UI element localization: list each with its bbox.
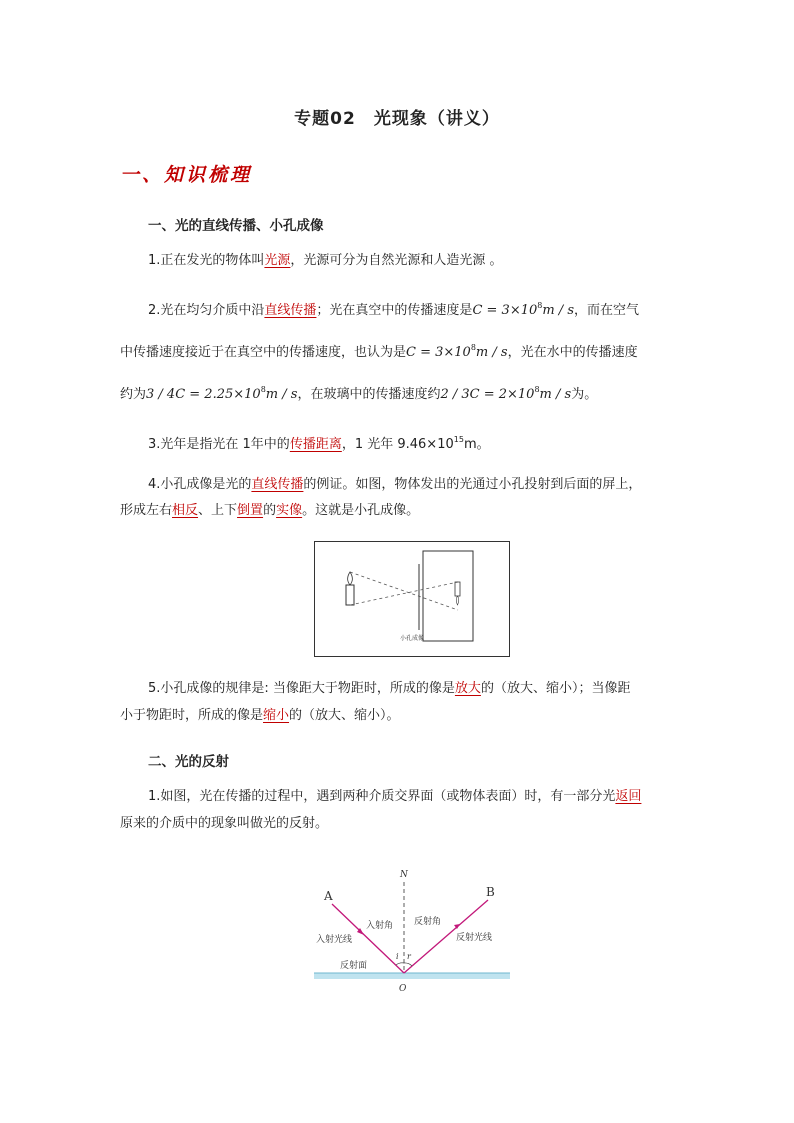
ray-bottom [350, 582, 458, 605]
paragraph-4-line-1 [120, 478, 708, 491]
reflection-figure [308, 860, 512, 996]
label-O: O [399, 984, 407, 994]
paragraph-6-line-1 [120, 790, 708, 803]
p6-text: 1.如图，光在传播的过程中，遇到两种介质交界面（或物体表面）时，有一部分光 [148, 789, 616, 804]
p2-line3-text: 约为 [120, 387, 147, 402]
heading-reflection: 二、光的反射 [148, 754, 229, 770]
water-speed-exponent: 8 [260, 385, 266, 394]
page-title: 专题02 光现象（讲义） [294, 109, 500, 129]
answer-straight-propagation-2: 直线传播 [251, 477, 304, 492]
candle-flame [348, 572, 353, 585]
paragraph-2-line-3 [120, 385, 680, 402]
p5-text-2: 的（放大、缩小）；当像距 [480, 681, 631, 696]
answer-inverted: 倒置 [237, 503, 264, 518]
label-i: i [396, 952, 399, 961]
p2-text: 2.光在均匀介质中沿 [148, 303, 265, 318]
answer-straight-propagation: 直线传播 [264, 303, 317, 318]
paragraph-2-line-1 [120, 301, 708, 318]
p5-text: 5.小孔成像的规律是: 当像距大于物距时，所成的像是 [148, 681, 455, 696]
paragraph-6-line-2 [120, 817, 680, 830]
section-banner: 一、知识梳理 [120, 164, 253, 186]
paragraph-4-line-2 [120, 504, 680, 517]
p2-line3-text-2: ，在玻璃中的传播速度约 [297, 387, 441, 402]
speed-exponent: 8 [537, 301, 543, 310]
label-incident-angle: 入射角 [366, 921, 394, 931]
speed-exponent-2: 8 [470, 343, 476, 352]
angle-i-arc [396, 963, 404, 965]
paragraph-5-line-1 [120, 682, 708, 695]
figure-caption: 小孔成像 [399, 635, 425, 642]
p1-text: 1.正在发光的物体叫 [148, 253, 265, 268]
glass-speed-exponent: 8 [534, 385, 540, 394]
speed-unit: m / s [542, 303, 574, 318]
paragraph-2-line-2 [120, 343, 680, 360]
answer-real-image: 实像 [276, 503, 303, 518]
p2-text-3: ，而在空气 [574, 303, 640, 318]
p3-text-2: ，1 光年 9.46×10 [341, 437, 454, 452]
p4-text-2: 的例证。如图，物体发出的光通过小孔投射到后面的屏上， [303, 477, 642, 492]
label-incident-ray: 入射光线 [316, 935, 353, 945]
p5-text-4: 的（放大、缩小）。 [289, 708, 400, 723]
p6-text-2: 原来的介质中的现象叫做光的反射。 [120, 816, 329, 831]
speed-unit-2: m / s [475, 345, 508, 360]
label-reflection-angle: 反射角 [414, 917, 442, 927]
screen [423, 551, 473, 641]
speed-formula-2: C = 3×10 [406, 345, 471, 360]
p3-text-3: m。 [463, 437, 490, 452]
ray-top [350, 572, 458, 610]
p2-line3-text-3: 为。 [571, 387, 598, 402]
answer-return: 返回 [615, 789, 642, 804]
water-speed-formula: 3 / 4C = 2.25×10 [146, 387, 261, 402]
answer-reversed: 相反 [172, 503, 199, 518]
heading-straight-line: 一、光的直线传播、小孔成像 [148, 218, 324, 234]
reflection-diagram [308, 860, 512, 996]
p2-text-2: ；光在真空中的传播速度是 [316, 303, 473, 318]
p4-text-6: 。这就是小孔成像。 [302, 503, 420, 518]
p4-text: 4.小孔成像是光的 [148, 477, 252, 492]
reflective-surface [314, 973, 510, 979]
inverted-flame [456, 596, 458, 605]
p1-text-2: ，光源可分为自然光源和人造光源 。 [290, 253, 503, 268]
p2-line2-text-2: ，光在水中的传播速度 [507, 345, 638, 360]
speed-formula: C = 3×10 [472, 303, 538, 318]
answer-reduced: 缩小 [263, 708, 290, 723]
glass-speed-formula: 2 / 3C = 2×10 [440, 387, 535, 402]
answer-enlarged: 放大 [454, 681, 481, 696]
answer-light-source: 光源 [264, 253, 291, 268]
paragraph-5-line-2 [120, 709, 680, 722]
glass-speed-unit: m / s [539, 387, 572, 402]
label-B: B [486, 885, 495, 899]
paragraph-3 [120, 435, 708, 452]
label-r: r [407, 952, 411, 961]
paragraph-1 [120, 254, 708, 267]
p3-text: 3.光年是指光在 1年中的 [148, 437, 290, 452]
pinhole-figure [314, 541, 510, 657]
lightyear-exponent: 15 [453, 435, 464, 444]
answer-travel-distance: 传播距离 [289, 437, 342, 452]
angle-r-arc [404, 963, 412, 966]
p4-text-3: 形成左右 [120, 503, 173, 518]
p4-text-5: 的 [263, 503, 277, 518]
label-N: N [400, 870, 408, 880]
label-reflected-ray: 反射光线 [456, 933, 493, 943]
p5-text-3: 小于物距时，所成的像是 [120, 708, 264, 723]
candle [346, 585, 354, 605]
inverted-image [455, 582, 460, 596]
p2-line2-text: 中传播速度接近于在真空中的传播速度，也认为是 [120, 345, 407, 360]
label-A: A [324, 889, 333, 903]
label-reflective-surface: 反射面 [340, 961, 368, 971]
water-speed-unit: m / s [265, 387, 298, 402]
pinhole-diagram [315, 542, 509, 656]
p4-text-4: 、上下 [198, 503, 238, 518]
